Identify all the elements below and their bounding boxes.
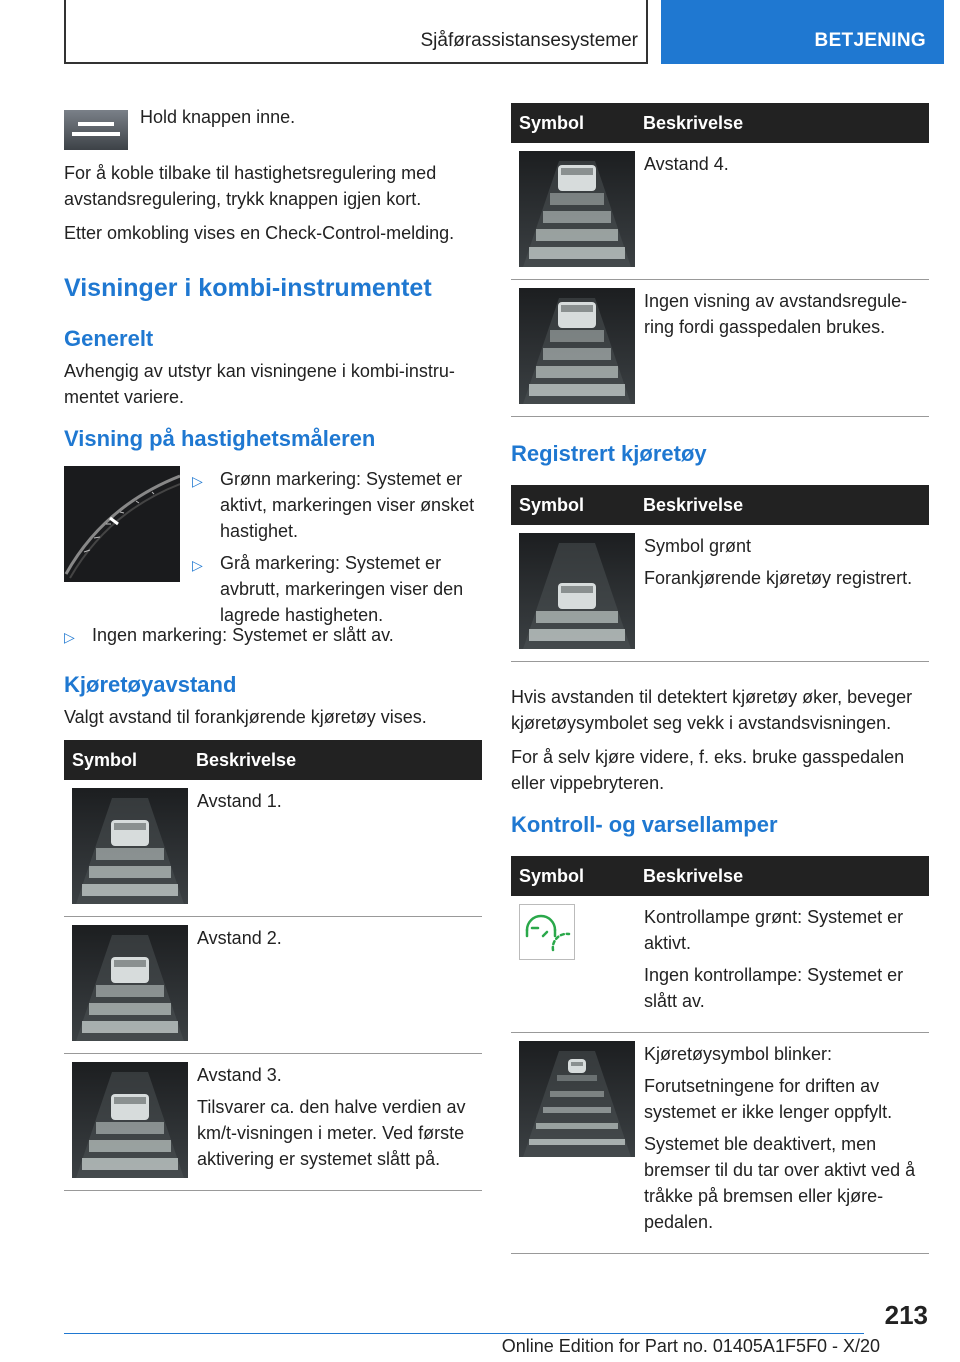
- heading-kjoretoyavstand: Kjøretøyavstand: [64, 672, 237, 697]
- right-column: [511, 103, 929, 1254]
- bullet-item: ▷ Ingen markering: Systemet er slått av.: [64, 622, 482, 648]
- table-row: Symbol grønt Forankjørende kjøretøy registrert.: [511, 525, 929, 662]
- bullet-item: ▷ Grå markering: Systemet er avbrutt, markeringen viser den lagrede hastigheten.: [192, 553, 464, 625]
- table-row: Ingen visning av avstandsregulering fordi gasspedalen brukes.: [511, 280, 929, 417]
- paragraph: Etter omkobling vises en Check-Control-melding.: [64, 223, 455, 243]
- table-header-desc: Beskrivelse: [635, 103, 929, 143]
- table-row: Avstand 2.: [64, 917, 482, 1054]
- heading-kontroll: Kontroll- og varsellamper: [511, 812, 778, 837]
- distance-button-icon: [64, 110, 128, 150]
- table-header-symbol: Symbol: [511, 856, 635, 896]
- paragraph: Valgt avstand til forankjørende kjøretøy vises.: [64, 707, 427, 727]
- table-header-desc: Beskrivelse: [635, 856, 929, 896]
- indicator-lamps-table: [511, 856, 929, 1254]
- bullet-item: ▷ Grønn markering: Systemet er aktivt, markeringen viser ønsket hastighet.: [192, 469, 475, 541]
- paragraph: For å koble tilbake til hastighetsregulering med avstandsregulering, trykk knappen igjen kort.: [64, 163, 437, 209]
- vehicle-blinking-image: [519, 1041, 635, 1157]
- table-header-symbol: Symbol: [511, 485, 635, 525]
- intro-text: Hold knappen inne.: [140, 107, 296, 127]
- speedometer-image: [64, 466, 180, 582]
- distance-2-image: [72, 925, 188, 1041]
- header-section-title: Sjåførassistansesystemer: [420, 30, 638, 51]
- header-chapter-label: BETJENING: [814, 30, 926, 51]
- table-row: Kjøretøysymbol blinker: Forutsetningene for driften av systemet er ikke lenger oppfylt. Systemet ble deaktivert, men bremser til du tar over aktivt ved å tråkke på bremsen eller kjørepedalen.: [511, 1033, 929, 1254]
- distance-table-continued: [511, 103, 929, 417]
- table-row: Avstand 1.: [64, 780, 482, 917]
- speedometer-block: [64, 466, 482, 625]
- table-row: Avstand 4.: [511, 143, 929, 280]
- header-chapter-tab: [661, 0, 944, 64]
- table-header-desc: Beskrivelse: [188, 740, 482, 780]
- distance-table: [64, 740, 482, 1191]
- table-header-symbol: Symbol: [64, 740, 188, 780]
- distance-4-image: [519, 151, 635, 267]
- distance-1-image: [72, 788, 188, 904]
- triangle-bullet-icon: ▷: [192, 473, 203, 489]
- heading-visninger: Visninger i kombi-instrumentet: [64, 274, 432, 302]
- table-header-desc: Beskrivelse: [635, 485, 929, 525]
- table-row: Kontrollampe grønt: Systemet er aktivt. Ingen kontrollampe: Systemet er slått av.: [511, 896, 929, 1033]
- detected-vehicle-image: [519, 533, 635, 649]
- heading-registrert: Registrert kjøretøy: [511, 441, 707, 466]
- button-intro: [64, 100, 482, 148]
- paragraph: For å selv kjøre videre, f. eks. bruke gasspedalen eller vippebryteren.: [511, 747, 905, 793]
- table-header-symbol: Symbol: [511, 103, 635, 143]
- table-row: Avstand 3. Tilsvarer ca. den halve verdien av km/t-visningen i meter. Ved første aktivering er systemet slått på.: [64, 1054, 482, 1191]
- paragraph: Avhengig av utstyr kan visningene i kombi-instrumentet variere.: [64, 361, 455, 407]
- left-column: [64, 100, 482, 1191]
- no-distance-display-image: [519, 288, 635, 404]
- page-number: 213: [884, 1300, 928, 1330]
- paragraph: Hvis avstanden til detektert kjøretøy øker, beveger kjøretøysymbolet seg vekk i avstandsvisningen.: [511, 687, 913, 733]
- heading-generelt: Generelt: [64, 326, 154, 351]
- footer-edition: Online Edition for Part no. 01405A1F5F0 - X/20: [501, 1336, 880, 1356]
- distance-3-image: [72, 1062, 188, 1178]
- footer-divider: [64, 1333, 864, 1334]
- detected-vehicle-table: [511, 485, 929, 662]
- heading-visning-hastighet: Visning på hastighetsmåleren: [64, 426, 376, 451]
- triangle-bullet-icon: ▷: [64, 629, 75, 645]
- speedometer-lamp-icon: [519, 904, 575, 960]
- triangle-bullet-icon: ▷: [192, 557, 203, 573]
